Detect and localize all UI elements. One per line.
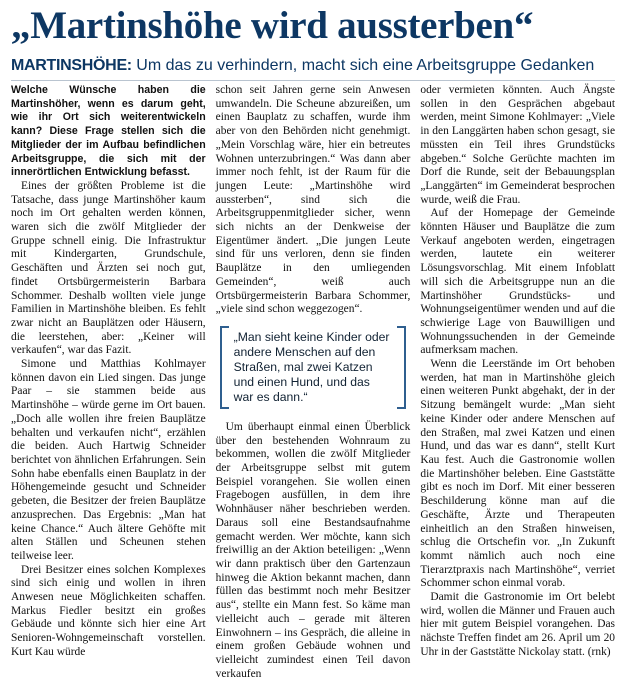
paragraph: Damit die Gastronomie im Ort belebt wird, wollen die Männer und Frauen auch hier mit gutem Beispiel vorangehen. Das nächste Treffen findet am 26. April um 20 Uhr in der Gaststätte Nickolay statt. (rnk) — [420, 591, 616, 658]
lead-paragraph: Welche Wünsche haben die Martinshöher, wenn es darum geht, wie ihr Ort sich weiterentwickeln kann? Diese Frage stellen sich die Mitglieder der im Aufbau befindlichen Arbeitsgruppe, die sich mit der innerörtlichen Entwicklung befasst. — [11, 84, 206, 179]
column-3 — [420, 84, 615, 681]
subheadline-text: Um das zu verhindern, macht sich eine Arbeitsgruppe Gedanken — [131, 57, 595, 74]
paragraph: Wenn die Leerstände im Ort behoben werden, hat man in Martinshöhe gleich einen weiteren Punkt abgehakt, der in der Sitzung bemängelt wurde: „Man sieht keine Kinder oder andere Menschen auf den Straßen, mal zwei Katzen und einen Hund, und das war es dann“, stellt Kurt Kau fest. Auch die Gastronomie wollen die Martinshöher beleben. Eine Gaststätte gibt es noch im Dorf. Mit einer besseren Beschilderung könne man auf die Geschäfte, Ärzte und Therapeuten einheitlich an den Straßen hinweisen, schlug die Ortschefin vor. „In Zukunft kommt nämlich auch noch eine Tierarztpraxis nach Martinshöhe“, verriet Schommer schon einmal vorab. — [420, 358, 616, 590]
article-columns — [11, 84, 615, 681]
pull-quote: „Man sieht keine Kinder oder andere Menschen auf den Straßen, mal zwei Katzen und einen Hund, und das war es dann.“ — [220, 326, 407, 409]
subheadline — [11, 56, 615, 76]
column-2 — [216, 84, 411, 681]
paragraph: Auf der Homepage der Gemeinde könnten Häuser und Bauplätze die zum Verkauf angeboten werden, eingetragen werden, lautete ein weiterer Lösungsvorschlag. Mit einem Infoblatt will sich die Arbeitsgruppe nun an die Martinshöher Grundstücks- und Wohnungseigentümer wenden und auf die schwierige Lage von Bauwilligen und Wohnungssuchenden in der Gemeinde aufmerksam machen. — [420, 207, 616, 357]
paragraph: Eines der größten Probleme ist die Tatsache, dass junge Martinshöher kaum noch im Ort gehalten werden können, waren sich die zwölf Mitglieder der Gruppe schnell einig. Die Infrastruktur mit Kindergarten, Grundschule, Geschäften und Ärzten sei noch gut, findet Ortsbürgermeisterin Barbara Schommer. Deshalb wollten viele junge Familien in Martinshöhe bleiben. Es fehlt zwar nicht an Bauplätzen oder Häusern, die leerstehen, aber: „Keiner will verkaufen“, war das Fazit. — [11, 179, 206, 357]
paragraph: Drei Besitzer eines solchen Komplexes sind sich einig und wollen in ihren Anwesen neue Möglichkeiten schaffen. Markus Fiedler besitzt ein großes Gebäude und könnte sich hier eine Art Senioren-Wohngemeinschaft vorstellen. Kurt Kau würde — [11, 563, 206, 658]
column-1 — [11, 84, 206, 681]
paragraph: Simone und Matthias Kohlmayer können davon ein Lied singen. Das junge Paar – sie stammen beide aus Martinshöhe – würde gerne im Ort bauen. „Doch alle wollen ihre freien Bauplätze behalten und verkaufen nicht“, erzählen die beiden. Auch Hartwig Schneider berichtet von ähnlichen Erfahrungen. Sein Sohn habe ebenfalls einen Bauplatz in der Höhengemeinde gesucht und Schneider gebeten, die Besitzer der freien Bauplätze anzusprechen. Das Ergebnis: „Man hat keine Chance.“ Auch ältere Gehöfte mit alten Ställen und Scheunen stehen teilweise leer. — [11, 358, 206, 562]
headline: „Martinshöhe wird aussterben“ — [11, 4, 534, 47]
paragraph: schon seit Jahren gerne sein Anwesen umwandeln. Die Scheune abzureißen, um einen Bauplatz zu schaffen, wurde ihm aber von den Behörden nicht genehmigt. „Mein Vorschlag wäre, hier ein betreutes Wohnen unterzubringen.“ Was dann aber immer noch fehlt, ist der Raum für die jungen Leute: „Martinshöhe wird aussterben“, sind sich die Arbeitsgruppenmitglieder sicher, wenn sich nichts an der Denkweise der Eigentümer ändert. „Die jungen Leute sind für uns verloren, denn sie finden Bauplätze in den umliegenden Gemeinden“, weiß auch Ortsbürgermeisterin Barbara Schommer, „viele sind schon weggezogen“. — [215, 84, 411, 316]
location-kicker: MARTINSHÖHE: — [11, 57, 132, 74]
paragraph: oder vermieten könnten. Auch Ängste sollen in den Gesprächen abgebaut werden, meint Simone Kohlmayer: „Viele in den Langgärten haben schon gesagt, sie müssten ein Teil ihres Grundstücks abgeben.“ Solche Gerüchte machten im Dorf die Runde, seit der Bebauungsplan „Langgärten“ im Gemeinderat besprochen wurde, weiß die Frau. — [420, 84, 616, 206]
paragraph: Um überhaupt einmal einen Überblick über den bestehenden Wohnraum zu bekommen, wollen die zwölf Mitglieder der Arbeitsgruppe selbst mit gutem Beispiel vorangehen. Sie wollen einen Fragebogen ausfüllen, in dem ihre Wohnhäuser näher beschrieben werden. Daraus soll eine Bestandsaufnahme gemacht werden. Wer möchte, kann sich freiwillig an der Aktion beteiligen: „Wenn wir dann praktisch über den Gartenzaun hinweg die Aktion bekannt machen, dann füllen das bestimmt noch mehr Besitzer aus“, stellte ein Mann fest. So käme man vielleicht auch – gerade mit älteren Einwohnern – ins Gespräch, die alleine in einem großen Gebäude wohnen und vielleicht zumindest einen Teil davon verkaufen — [215, 420, 411, 680]
divider — [11, 80, 615, 81]
